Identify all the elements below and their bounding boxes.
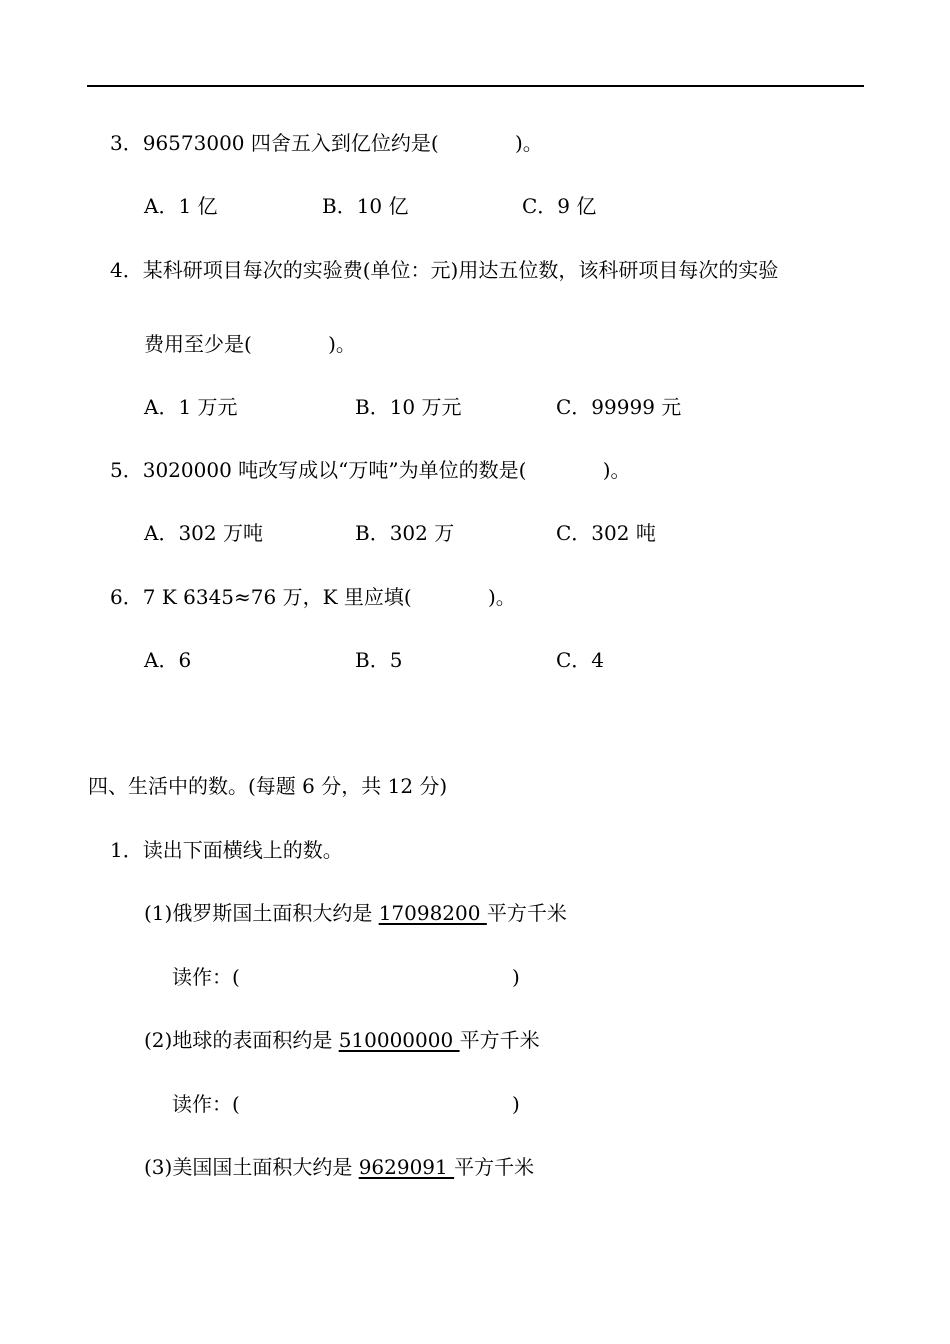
underlined-number: 17098200 [378, 901, 487, 925]
read-label: 读作：( [172, 1092, 240, 1116]
option-a[interactable]: A．1 万元 [144, 395, 238, 419]
option-c[interactable]: C．99999 元 [556, 395, 682, 419]
sub-item-1 [144, 900, 567, 926]
answer-close: )。 [328, 332, 356, 356]
question-number: 3． [110, 131, 143, 155]
sub-item-3 [144, 1154, 534, 1180]
underlined-number: 9629091 [358, 1155, 455, 1179]
section-4-question-1: 1．读出下面横线上的数。 [110, 838, 343, 862]
question-stem: 7 K 6345≈76 万，K 里应填( [142, 585, 412, 609]
sub-item-prefix: (2)地球的表面积约是 [144, 1028, 339, 1052]
option-c[interactable]: C．9 亿 [522, 194, 597, 218]
question-number: 5． [110, 458, 143, 482]
question-3 [110, 130, 543, 156]
option-b[interactable]: B．10 亿 [322, 194, 409, 218]
answer-blank[interactable] [439, 131, 515, 155]
sub-item-2 [144, 1027, 540, 1053]
read-answer-blank[interactable] [245, 1091, 509, 1117]
option-c[interactable]: C．302 吨 [556, 521, 656, 545]
question-stem: 3020000 吨改写成以“万吨”为单位的数是( [142, 458, 527, 482]
answer-close: )。 [602, 458, 631, 482]
question-number: 6． [110, 585, 143, 609]
sub-item-prefix: (1)俄罗斯国土面积大约是 [144, 901, 379, 925]
option-b[interactable]: B．5 [355, 648, 403, 672]
question-number: 4． [110, 258, 143, 282]
question-5 [110, 457, 631, 483]
unit: 平方千米 [454, 1155, 535, 1179]
answer-blank[interactable] [412, 585, 488, 609]
option-b[interactable]: B．302 万 [355, 521, 455, 545]
section-4-title: 四、生活中的数。(每题 6 分，共 12 分) [88, 774, 448, 798]
question-4 [110, 257, 778, 283]
option-b[interactable]: B．10 万元 [355, 395, 462, 419]
question-6 [110, 584, 516, 610]
unit: 平方千米 [486, 901, 567, 925]
question-stem: 96573000 四舍五入到亿位约是( [142, 131, 439, 155]
option-a[interactable]: A．1 亿 [144, 194, 218, 218]
answer-blank[interactable] [526, 458, 602, 482]
header-rule [87, 85, 864, 87]
answer-close: )。 [515, 131, 543, 155]
answer-blank[interactable] [252, 332, 328, 356]
question-4-cont [144, 331, 356, 357]
option-a[interactable]: A．6 [144, 648, 192, 672]
answer-close: )。 [487, 585, 516, 609]
option-a[interactable]: A．302 万吨 [144, 521, 263, 545]
question-stem: 某科研项目每次的实验费(单位：元)用达五位数，该科研项目每次的实验 [142, 258, 779, 282]
read-answer-blank[interactable] [245, 964, 509, 990]
question-stem-continued: 费用至少是( [144, 332, 252, 356]
sub-item-prefix: (3)美国国土面积大约是 [144, 1155, 359, 1179]
read-close: ) [512, 965, 520, 989]
read-close: ) [512, 1092, 520, 1116]
unit: 平方千米 [459, 1028, 540, 1052]
underlined-number: 510000000 [338, 1028, 460, 1052]
read-label: 读作：( [172, 965, 240, 989]
option-c[interactable]: C．4 [556, 648, 605, 672]
